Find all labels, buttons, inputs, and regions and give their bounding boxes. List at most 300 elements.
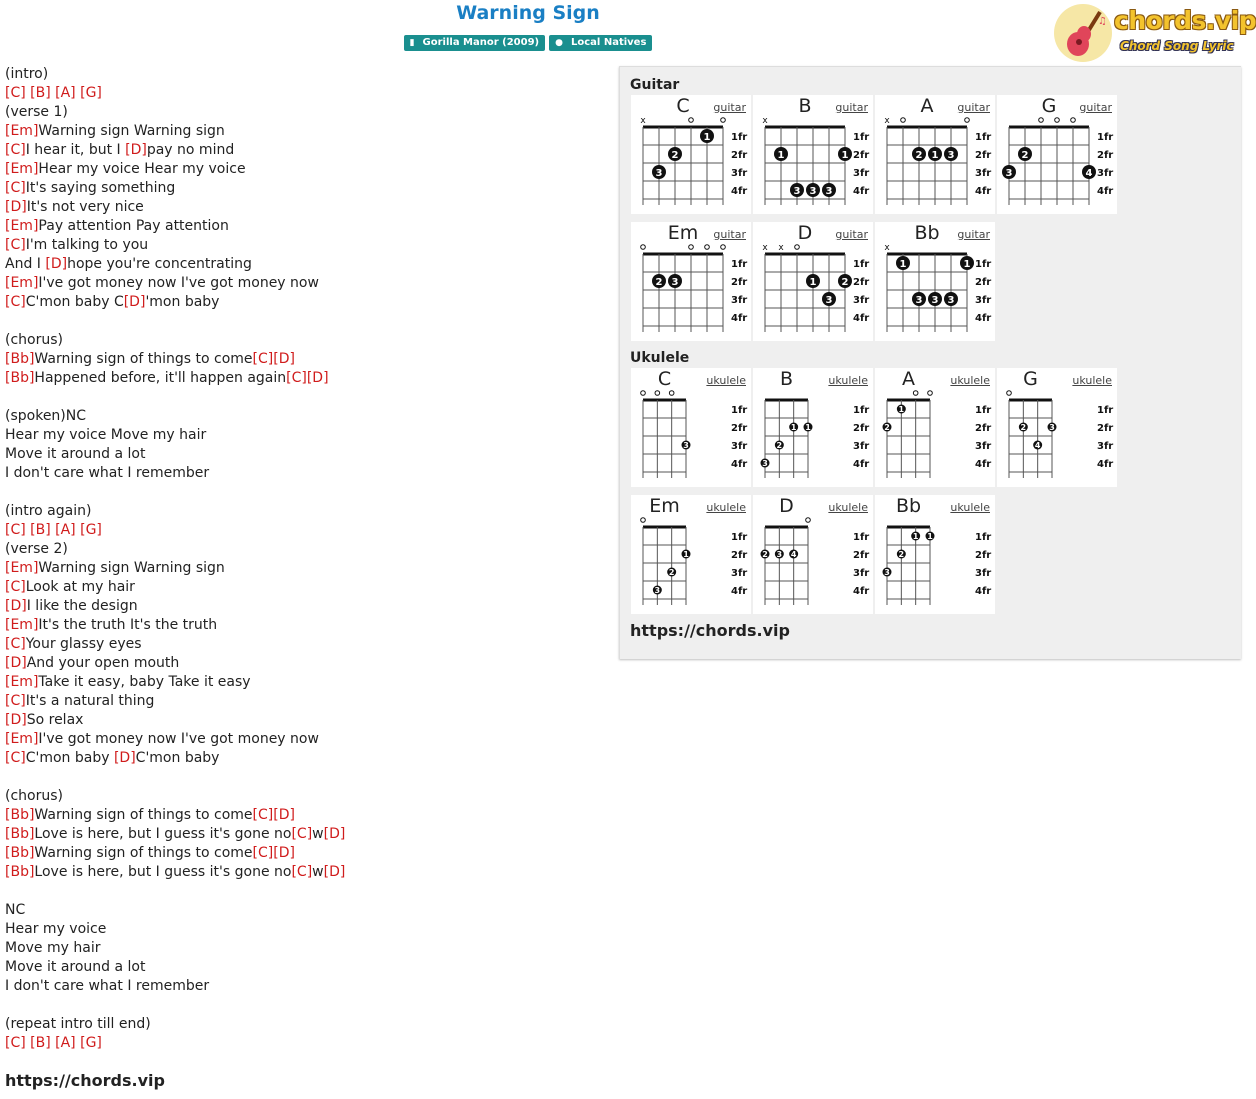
chord-link[interactable]: [C] xyxy=(5,85,26,101)
fretboard xyxy=(631,368,751,487)
fret-number-label: 4fr xyxy=(975,586,992,597)
lyric-text: And I xyxy=(5,256,46,272)
chord-link[interactable]: [Em] xyxy=(5,560,39,576)
chord-link[interactable]: [G] xyxy=(80,522,102,538)
fret-number-label: 4fr xyxy=(1097,459,1114,470)
lyric-text: Move it around a lot xyxy=(5,959,146,975)
fret-number-label: 4fr xyxy=(853,186,870,197)
lyric-line xyxy=(5,141,345,160)
chord-link[interactable]: [Em] xyxy=(5,617,39,633)
lyric-text: And your open mouth xyxy=(26,655,180,671)
chord-link[interactable]: [C] xyxy=(291,826,313,842)
instrument-link[interactable]: guitar xyxy=(835,228,868,241)
svg-text:♫: ♫ xyxy=(1098,16,1107,27)
lyric-text: I like the design xyxy=(26,598,138,614)
muted-string-marker: x xyxy=(778,243,784,253)
ukulele-chord-diagram[interactable] xyxy=(631,368,751,487)
fret-number-label: 2fr xyxy=(975,150,992,161)
chord-link[interactable]: [C] xyxy=(5,237,26,253)
lyric-text: I hear it, but I xyxy=(25,142,126,158)
chord-link[interactable]: [C] xyxy=(5,180,26,196)
finger-number: 3 xyxy=(654,586,661,595)
lyric-line xyxy=(5,559,345,578)
lyric-line xyxy=(5,1015,345,1034)
chord-link[interactable]: [C] xyxy=(5,636,26,652)
lyric-line xyxy=(5,939,345,958)
lyric-line xyxy=(5,730,345,749)
instrument-link[interactable]: guitar xyxy=(835,101,868,114)
fretboard xyxy=(875,222,995,341)
guitar-chord-diagram[interactable] xyxy=(631,95,751,214)
chord-link[interactable]: [C] xyxy=(5,579,26,595)
lyric-text: Love is here, but I guess it's gone no xyxy=(34,864,292,880)
site-url-panel[interactable]: https://chords.vip xyxy=(630,621,790,640)
fret-number-label: 1fr xyxy=(1097,132,1114,143)
chord-name: A xyxy=(920,95,934,117)
muted-string-marker: x xyxy=(640,116,646,126)
fret-number-label: 2fr xyxy=(853,550,870,561)
chord-link[interactable]: [C] xyxy=(5,142,26,158)
lyric-line xyxy=(5,958,345,977)
lyric-line xyxy=(5,882,345,901)
finger-number: 3 xyxy=(1049,423,1055,432)
open-string-marker xyxy=(1071,118,1076,123)
lyric-line xyxy=(5,996,345,1015)
instrument-link[interactable]: ukulele xyxy=(828,501,868,514)
finger-number: 1 xyxy=(899,259,907,270)
chord-link[interactable]: [Em] xyxy=(5,674,39,690)
lyric-text: (verse 2) xyxy=(5,541,68,557)
lyric-text: So relax xyxy=(26,712,84,728)
finger-number: 1 xyxy=(805,423,811,432)
ukulele-logo-icon xyxy=(1054,4,1112,62)
chord-name: Em xyxy=(667,222,699,244)
lyric-text: I don't care what I remember xyxy=(5,978,210,994)
open-string-marker xyxy=(721,245,726,250)
muted-string-marker: x xyxy=(762,243,768,253)
fret-number-label: 1fr xyxy=(975,132,992,143)
chord-link[interactable]: [A] xyxy=(55,1035,76,1051)
fret-number-label: 4fr xyxy=(975,313,992,324)
fret-number-label: 2fr xyxy=(853,150,870,161)
lyric-text: I've got money now I've got money now xyxy=(38,275,319,291)
fret-number-label: 2fr xyxy=(731,550,748,561)
fret-number-label: 1fr xyxy=(853,132,870,143)
open-string-marker xyxy=(928,391,933,396)
lyric-line xyxy=(5,768,345,787)
chord-link[interactable]: [Em] xyxy=(5,218,39,234)
fretboard xyxy=(997,95,1117,214)
guitar-chord-diagram[interactable] xyxy=(875,222,995,341)
chord-link[interactable]: [B] xyxy=(30,85,51,101)
ukulele-heading: Ukulele xyxy=(630,350,690,366)
chord-link[interactable]: [G] xyxy=(80,1035,102,1051)
chord-name: C xyxy=(657,368,672,390)
instrument-link[interactable]: ukulele xyxy=(950,374,990,387)
chord-link[interactable]: [D] xyxy=(5,199,27,215)
fret-number-label: 3fr xyxy=(853,168,870,179)
fret-number-label: 2fr xyxy=(975,423,992,434)
lyric-line xyxy=(5,901,345,920)
finger-number: 1 xyxy=(927,532,933,541)
lyric-line xyxy=(5,635,345,654)
chord-link[interactable]: [C] xyxy=(5,750,26,766)
lyric-text: 'mon baby xyxy=(145,294,220,310)
finger-number: 3 xyxy=(809,186,817,197)
finger-number: 2 xyxy=(915,150,923,161)
lyric-text: pay no mind xyxy=(146,142,235,158)
lyric-text: (repeat intro till end) xyxy=(5,1016,151,1032)
lyric-text: I don't care what I remember xyxy=(5,465,210,481)
lyric-line xyxy=(5,350,345,369)
chord-name: G xyxy=(1041,95,1057,117)
chord-name: Em xyxy=(649,495,680,517)
finger-number: 2 xyxy=(776,441,783,450)
lyric-line xyxy=(5,445,345,464)
chord-link[interactable]: [D] xyxy=(323,826,346,842)
chord-link[interactable]: [D] xyxy=(306,370,329,386)
fretboard xyxy=(875,368,995,487)
lyric-text: It's a natural thing xyxy=(25,693,155,709)
finger-number: 1 xyxy=(703,132,711,143)
chord-link[interactable]: [D] xyxy=(113,750,136,766)
lyric-line xyxy=(5,787,345,806)
finger-number: 3 xyxy=(915,295,923,306)
lyrics-body xyxy=(5,65,345,1053)
chord-link[interactable]: [C] xyxy=(252,807,274,823)
lyric-text: Hear my voice Move my hair xyxy=(5,427,207,443)
lyric-text: C'mon baby xyxy=(25,750,114,766)
chord-name: A xyxy=(902,368,915,390)
lyric-text: NC xyxy=(5,902,26,918)
chord-name: Bb xyxy=(914,222,940,244)
lyric-line xyxy=(5,977,345,996)
open-string-marker xyxy=(965,118,970,123)
fret-number-label: 1fr xyxy=(731,132,748,143)
lyric-line xyxy=(5,464,345,483)
instrument-link[interactable]: ukulele xyxy=(828,374,868,387)
chord-link[interactable]: [B] xyxy=(30,1035,51,1051)
instrument-link[interactable]: ukulele xyxy=(706,501,746,514)
finger-number: 2 xyxy=(884,423,890,432)
fret-number-label: 1fr xyxy=(731,532,748,543)
ukulele-chord-diagram[interactable] xyxy=(997,368,1117,487)
fret-number-label: 3fr xyxy=(975,441,992,452)
fret-number-label: 2fr xyxy=(975,550,992,561)
lyric-text: Move my hair xyxy=(5,940,101,956)
open-string-marker xyxy=(1055,118,1060,123)
fret-number-label: 3fr xyxy=(731,568,748,579)
fret-number-label: 2fr xyxy=(731,423,748,434)
finger-number: 1 xyxy=(777,150,785,161)
finger-number: 2 xyxy=(655,277,663,288)
finger-number: 3 xyxy=(655,168,663,179)
lyric-line xyxy=(5,122,345,141)
lyric-line xyxy=(5,293,345,312)
fret-number-label: 2fr xyxy=(1097,423,1114,434)
open-string-marker xyxy=(641,245,646,250)
open-string-marker xyxy=(806,518,811,523)
lyric-line xyxy=(5,806,345,825)
fret-number-label: 3fr xyxy=(853,295,870,306)
fret-number-label: 3fr xyxy=(853,568,870,579)
chord-link[interactable]: [C] xyxy=(5,1035,26,1051)
open-string-marker xyxy=(641,518,646,523)
lyric-text: Move it around a lot xyxy=(5,446,146,462)
open-string-marker xyxy=(689,118,694,123)
finger-number: 3 xyxy=(671,277,679,288)
chord-link[interactable]: [Bb] xyxy=(5,845,35,861)
chord-link[interactable]: [Em] xyxy=(5,731,39,747)
fretboard xyxy=(753,495,873,614)
chord-link[interactable]: [D] xyxy=(123,294,146,310)
chord-link[interactable]: [Em] xyxy=(5,123,39,139)
lyric-line xyxy=(5,236,345,255)
fret-number-label: 4fr xyxy=(975,459,992,470)
instrument-link[interactable]: ukulele xyxy=(706,374,746,387)
lyric-text: Your glassy eyes xyxy=(25,636,142,652)
finger-number: 2 xyxy=(898,550,905,559)
lyric-line xyxy=(5,825,345,844)
muted-string-marker: x xyxy=(884,243,890,253)
lyric-line xyxy=(5,578,345,597)
chord-link[interactable]: [Bb] xyxy=(5,826,35,842)
instrument-link[interactable]: guitar xyxy=(957,228,990,241)
ukulele-chord-diagram[interactable] xyxy=(631,495,751,614)
lyric-text: Warning sign Warning sign xyxy=(38,123,225,139)
finger-number: 1 xyxy=(912,532,919,541)
album-tag[interactable] xyxy=(404,35,546,51)
lyric-line xyxy=(5,616,345,635)
chord-link[interactable]: [Bb] xyxy=(5,351,35,367)
instrument-link[interactable]: guitar xyxy=(713,101,746,114)
chord-link[interactable]: [D] xyxy=(5,712,27,728)
lyric-line xyxy=(5,84,345,103)
lyric-line xyxy=(5,312,345,331)
lyric-text: It's not very nice xyxy=(26,199,144,215)
finger-number: 3 xyxy=(825,186,833,197)
chord-link[interactable]: [D] xyxy=(323,864,346,880)
fret-number-label: 3fr xyxy=(1097,168,1114,179)
lyric-line xyxy=(5,540,345,559)
finger-number: 3 xyxy=(884,568,890,577)
artist-label: Local Natives xyxy=(571,37,647,48)
ukulele-chord-diagram[interactable] xyxy=(875,495,995,614)
finger-number: 1 xyxy=(790,423,797,432)
site-url-footer[interactable]: https://chords.vip xyxy=(5,1071,165,1090)
chord-link[interactable]: [B] xyxy=(30,522,51,538)
fret-number-label: 3fr xyxy=(853,441,870,452)
chord-name: D xyxy=(779,495,794,517)
ukulele-chord-diagram[interactable] xyxy=(875,368,995,487)
ukulele-chord-diagram[interactable] xyxy=(753,368,873,487)
lyric-line xyxy=(5,502,345,521)
fret-number-label: 1fr xyxy=(975,259,992,270)
finger-number: 2 xyxy=(841,277,849,288)
fret-number-label: 4fr xyxy=(853,313,870,324)
fret-number-label: 1fr xyxy=(975,405,992,416)
lyric-line xyxy=(5,920,345,939)
finger-number: 1 xyxy=(841,150,849,161)
lyric-text: Warning sign of things to come xyxy=(34,807,253,823)
chord-link[interactable]: [G] xyxy=(80,85,102,101)
chord-link[interactable]: [D] xyxy=(5,598,27,614)
instrument-link[interactable]: ukulele xyxy=(950,501,990,514)
open-string-marker xyxy=(1039,118,1044,123)
chord-name: Bb xyxy=(895,495,922,517)
chord-link[interactable]: [D] xyxy=(273,807,295,823)
site-logo[interactable] xyxy=(1054,4,1256,62)
fretboard xyxy=(631,95,751,214)
finger-number: 1 xyxy=(809,277,817,288)
chord-link[interactable]: [D] xyxy=(5,655,27,671)
guitar-chord-diagram[interactable] xyxy=(997,95,1117,214)
lyric-text: w xyxy=(312,864,324,880)
lyric-line xyxy=(5,426,345,445)
instrument-link[interactable]: guitar xyxy=(957,101,990,114)
fret-number-label: 3fr xyxy=(975,568,992,579)
chord-link[interactable]: [Em] xyxy=(5,161,39,177)
lyric-text: Warning sign Warning sign xyxy=(38,560,225,576)
lyric-line xyxy=(5,673,345,692)
finger-number: 3 xyxy=(683,441,689,450)
open-string-marker xyxy=(669,391,674,396)
lyric-line xyxy=(5,388,345,407)
finger-number: 1 xyxy=(963,259,971,270)
fret-number-label: 4fr xyxy=(853,586,870,597)
book-icon: ▮ xyxy=(409,38,415,48)
fretboard xyxy=(631,222,751,341)
chord-panel xyxy=(619,66,1241,659)
fret-number-label: 1fr xyxy=(731,259,748,270)
lyric-text: Take it easy, baby Take it easy xyxy=(38,674,251,690)
lyric-line xyxy=(5,654,345,673)
chord-link[interactable]: [D] xyxy=(273,351,295,367)
chord-link[interactable]: [D] xyxy=(125,142,147,158)
chord-link[interactable]: [C] xyxy=(252,845,274,861)
lyric-line xyxy=(5,711,345,730)
fret-number-label: 4fr xyxy=(731,313,748,324)
fretboard xyxy=(875,495,995,614)
chord-link[interactable]: [C] xyxy=(286,370,307,386)
chord-link[interactable]: [Bb] xyxy=(5,864,35,880)
instrument-link[interactable]: guitar xyxy=(713,228,746,241)
chord-link[interactable]: [C] xyxy=(5,294,26,310)
chord-link[interactable]: [D] xyxy=(45,256,68,272)
lyric-line xyxy=(5,692,345,711)
lyric-line xyxy=(5,597,345,616)
chord-link[interactable]: [Bb] xyxy=(5,807,35,823)
finger-number: 3 xyxy=(931,295,939,306)
chord-link[interactable]: [Bb] xyxy=(5,370,35,386)
instrument-link[interactable]: guitar xyxy=(1079,101,1112,114)
lyric-line xyxy=(5,65,345,84)
lyric-text: Hear my voice xyxy=(5,921,107,937)
ukulele-chord-diagram[interactable] xyxy=(753,495,873,614)
fret-number-label: 4fr xyxy=(731,586,748,597)
fret-number-label: 3fr xyxy=(975,295,992,306)
lyric-text: (intro again) xyxy=(5,503,92,519)
fret-number-label: 4fr xyxy=(975,186,992,197)
lyric-line xyxy=(5,255,345,274)
finger-number: 2 xyxy=(671,150,679,161)
guitar-chord-diagram[interactable] xyxy=(875,95,995,214)
chord-link[interactable]: [A] xyxy=(55,522,76,538)
muted-string-marker: x xyxy=(762,116,768,126)
guitar-chord-diagram[interactable] xyxy=(753,95,873,214)
lyric-line xyxy=(5,103,345,122)
guitar-chord-diagram[interactable] xyxy=(753,222,873,341)
open-string-marker xyxy=(689,245,694,250)
chord-link[interactable]: [C] xyxy=(5,693,26,709)
chord-name: B xyxy=(779,368,794,390)
open-string-marker xyxy=(721,118,726,123)
open-string-marker xyxy=(1007,391,1012,396)
lyric-line xyxy=(5,863,345,882)
lyric-text: (spoken)NC xyxy=(5,408,87,424)
finger-number: 2 xyxy=(668,568,675,577)
fret-number-label: 4fr xyxy=(853,459,870,470)
fret-number-label: 1fr xyxy=(975,532,992,543)
fret-number-label: 3fr xyxy=(731,295,748,306)
fret-number-label: 4fr xyxy=(731,459,748,470)
open-string-marker xyxy=(901,118,906,123)
lyric-text: It's saying something xyxy=(25,180,176,196)
lyric-line xyxy=(5,198,345,217)
fret-number-label: 3fr xyxy=(731,441,748,452)
lyric-text: Warning sign of things to come xyxy=(34,351,253,367)
lyric-text: I'm talking to you xyxy=(25,237,149,253)
finger-number: 2 xyxy=(1020,423,1027,432)
fret-number-label: 3fr xyxy=(731,168,748,179)
chord-name: C xyxy=(676,95,690,117)
song-title: Warning Sign xyxy=(456,2,600,24)
chord-link[interactable]: [C] xyxy=(5,522,26,538)
fret-number-label: 2fr xyxy=(975,277,992,288)
guitar-chord-diagram[interactable] xyxy=(631,222,751,341)
lyric-line xyxy=(5,483,345,502)
fret-number-label: 1fr xyxy=(853,405,870,416)
open-string-marker xyxy=(795,245,800,250)
lyric-line xyxy=(5,274,345,293)
instrument-link[interactable]: ukulele xyxy=(1072,374,1112,387)
lyric-line xyxy=(5,369,345,388)
lyric-text: Happened before, it'll happen again xyxy=(34,370,287,386)
fret-number-label: 1fr xyxy=(1097,405,1114,416)
lyric-line xyxy=(5,844,345,863)
lyric-text: C'mon baby xyxy=(135,750,220,766)
chord-link[interactable]: [Em] xyxy=(5,275,39,291)
chord-link[interactable]: [C] xyxy=(291,864,313,880)
finger-number: 1 xyxy=(898,405,905,414)
lyric-line xyxy=(5,407,345,426)
lyric-text: (chorus) xyxy=(5,788,63,804)
chord-link[interactable]: [C] xyxy=(252,351,274,367)
chord-name: D xyxy=(797,222,813,244)
chord-link[interactable]: [D] xyxy=(273,845,295,861)
finger-number: 3 xyxy=(762,459,768,468)
finger-number: 3 xyxy=(825,295,833,306)
logo-brand: chords.vip xyxy=(1114,6,1256,35)
muted-string-marker: x xyxy=(884,116,890,126)
finger-number: 4 xyxy=(1034,441,1041,450)
artist-tag[interactable] xyxy=(549,35,652,51)
lyric-line xyxy=(5,160,345,179)
lyric-line xyxy=(5,521,345,540)
chord-link[interactable]: [A] xyxy=(55,85,76,101)
fret-number-label: 4fr xyxy=(1097,186,1114,197)
finger-number: 1 xyxy=(683,550,689,559)
